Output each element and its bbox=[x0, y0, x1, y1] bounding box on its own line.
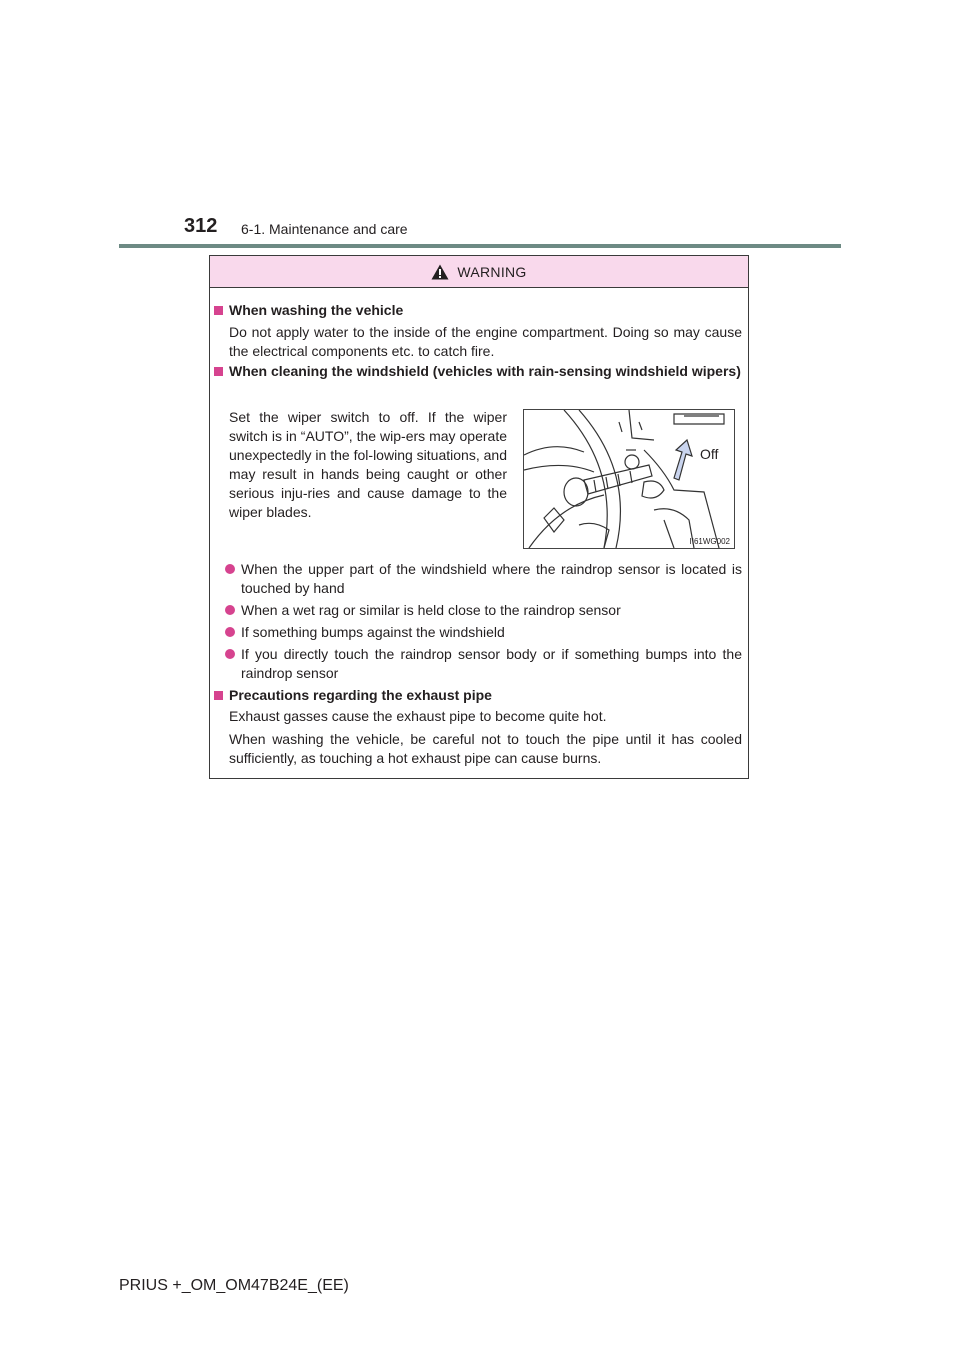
round-bullet-icon bbox=[225, 605, 235, 615]
heading-exhaust bbox=[214, 686, 492, 705]
para-exhaust-1: Exhaust gasses cause the exhaust pipe to become quite hot. bbox=[229, 708, 607, 724]
wiper-switch-figure bbox=[523, 409, 735, 549]
warning-box bbox=[209, 255, 749, 779]
warning-triangle-icon bbox=[431, 264, 449, 280]
round-bullet-icon bbox=[225, 627, 235, 637]
warning-title: WARNING bbox=[457, 263, 527, 280]
page-number: 312 bbox=[184, 215, 218, 237]
para-exhaust-2: When washing the vehicle, be careful not to touch the pipe until it has cooled sufficiently, as touching a hot exhaust pipe can cause burns. bbox=[229, 731, 742, 766]
warning-header bbox=[210, 256, 748, 288]
list-item-text: When a wet rag or similar is held close to the raindrop sensor bbox=[241, 602, 621, 618]
heading-windshield bbox=[214, 362, 756, 381]
para-windshield: Set the wiper switch to off. If the wiper switch is in “AUTO”, the wip-ers may operate unexpectedly in the fol-lowing situations, and may result in hands being caught or other serious inju-ries and cause damage to the wiper blades. bbox=[229, 409, 507, 520]
square-bullet-icon bbox=[214, 306, 223, 315]
list-item bbox=[225, 623, 742, 642]
heading-windshield-text: When cleaning the windshield (vehicles with rain-sensing windshield wipers) bbox=[229, 363, 741, 379]
square-bullet-icon bbox=[214, 367, 223, 376]
round-bullet-icon bbox=[225, 564, 235, 574]
header-rule bbox=[119, 244, 841, 248]
figure-code: II61WG002 bbox=[689, 537, 730, 546]
section-title: 6-1. Maintenance and care bbox=[241, 221, 408, 237]
list-item-text: If something bumps against the windshield bbox=[241, 624, 505, 640]
footer-doc-id: PRIUS +_OM_OM47B24E_(EE) bbox=[119, 1277, 349, 1294]
figure-label-off: Off bbox=[700, 446, 719, 462]
list-item bbox=[225, 645, 742, 683]
square-bullet-icon bbox=[214, 691, 223, 700]
para-washing: Do not apply water to the inside of the engine compartment. Doing so may cause the electrical components etc. to catch fire. bbox=[229, 324, 742, 359]
round-bullet-icon bbox=[225, 649, 235, 659]
heading-washing bbox=[214, 301, 403, 320]
wiper-switch-illustration bbox=[524, 410, 734, 548]
list-item-text: When the upper part of the windshield where the raindrop sensor is located is touched by hand bbox=[241, 561, 742, 596]
heading-washing-text: When washing the vehicle bbox=[229, 302, 404, 318]
heading-exhaust-text: Precautions regarding the exhaust pipe bbox=[229, 687, 492, 703]
list-item-text: If you directly touch the raindrop sensor body or if something bumps into the raindrop sensor bbox=[241, 646, 742, 681]
list-item bbox=[225, 601, 742, 620]
list-item bbox=[225, 560, 742, 598]
